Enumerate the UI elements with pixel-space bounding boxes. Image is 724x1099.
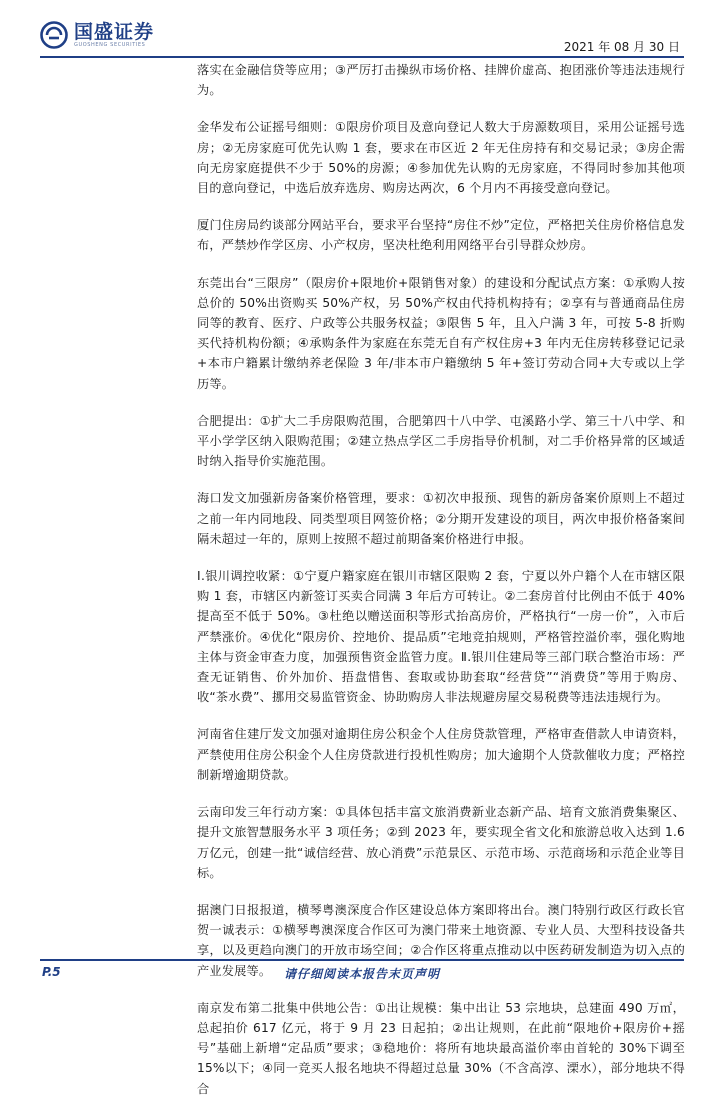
paragraph-henan: 河南省住建厅发文加强对逾期住房公积金个人住房贷款管理，严格审查借款人申请资料，严禁使用住房公积金个人住房贷款进行投机性购房；加大逾期个人贷款催收力度；严格控制新增逾期贷款。 bbox=[197, 727, 685, 782]
paragraph-hengqin: 据澳门日报报道，横琴粤澳深度合作区建设总体方案即将出台。澳门特别行政区行政长官贺一诚表示：①横琴粤澳深度合作区可为澳门带来土地资源、专业人员、大型科技设备共享，以及更趋向澳门的开放市场空间；②合作区将重点推动以中医药研发制造为切入点的产业发展等。 bbox=[197, 902, 685, 978]
paragraph-xiamen: 厦门住房局约谈部分网站平台，要求平台坚持“房住不炒”定位，严格把关住房价格信息发布，严禁炒作学区房、小产权房，坚决杜绝利用网络平台引导群众炒房。 bbox=[197, 218, 685, 253]
guosheng-logo-icon bbox=[40, 21, 68, 49]
page-header bbox=[0, 0, 724, 60]
paragraph-dongguan: 东莞出台“三限房”（限房价+限地价+限销售对象）的建设和分配试点方案：①承购人按总价的 50%出资购买 50%产权，另 50%产权由代持机构持有；②享有与普通商品住房同等的教育、医疗、户政等公共服务权益；③限售 5 年，且入户满 3 年，可按 5-8 折购买代持机构份额；④承购条件为家庭在东莞无自有产权住房+3 年内无住房转移登记记录+本市户籍累计缴纳养老保险 3 年/非本市户籍缴纳 5 年+签订劳动合同+大专或以上学历等。 bbox=[197, 275, 685, 391]
page-number: P.5 bbox=[42, 965, 61, 979]
logo-english-name: GUOSHENG SECURITIES bbox=[74, 42, 146, 48]
footer-disclaimer: 请仔细阅读本报告末页声明 bbox=[283, 967, 440, 981]
report-date: 2021 年 08 月 30 日 bbox=[563, 40, 680, 54]
header-divider bbox=[40, 56, 684, 58]
paragraph-jinhua: 金华发布公证摇号细则：①限房价项目及意向登记人数大于房源数项目，采用公证摇号选房；②无房家庭可优先认购 1 套，要求在市区近 2 年无住房持有和交易记录；③房企需向无房家庭提供不少于 50%的房源；④参加优先认购的无房家庭，不得同时参加其他项目的意向登记，中选后放弃选房、购房达两次，6 个月内不再接受意向登记。 bbox=[197, 120, 685, 196]
footer-divider bbox=[40, 959, 684, 961]
logo-chinese-name: 国盛证券 bbox=[74, 21, 155, 43]
paragraph-nanjing: 南京发布第二批集中供地公告：①出让规模：集中出让 53 宗地块，总建面 490 万㎡，总起拍价 617 亿元，将于 9 月 23 日起拍；②出让规则，在此前“限地价+限房价+摇号”基础上新增“定品质”要求；③稳地价：将所有地块最高溢价率由首轮的 30%下调至 15%以下；④同一竞买人报名地块不得超过总量 30%（不含高淳、溧水），部分地块不得合 bbox=[197, 1000, 685, 1096]
paragraph-yinchuan: Ⅰ.银川调控收紧：①宁夏户籍家庭在银川市辖区限购 2 套，宁夏以外户籍个人在市辖区限购 1 套，市辖区内新签订买卖合同满 3 年后方可转让。②二套房首付比例由不低于 40%提高至不低于 50%。③杜绝以赠送面积等形式抬高房价，严格执行“一房一价”，入市后严禁涨价。④优化“限房价、控地价、提品质”宅地竞拍规则，严格管控溢价率，强化购地主体与资金审查力度，加强预售资金监管力度。Ⅱ.银川住建局等三部门联合整治市场：严查无证销售、价外加价、捂盘惜售、套取或协助套取“经营贷”“消费贷”等用于购房、收“茶水费”、挪用交易监管资金、协助购房人非法规避房屋交易税费等违法违规行为。 bbox=[197, 569, 685, 705]
paragraph-yunnan: 云南印发三年行动方案：①具体包括丰富文旅消费新业态新产品、培育文旅消费集聚区、提升文旅智慧服务水平 3 项任务；②到 2023 年，要实现全省文化和旅游总收入达到 1.6 万亿元，创建一批“诚信经营、放心消费”示范景区、示范市场、示范商场和示范企业等目标。 bbox=[197, 805, 685, 880]
paragraph-haikou: 海口发文加强新房备案价格管理，要求：①初次申报预、现售的新房备案价原则上不超过之前一年内同地段、同类型项目网签价格；②分期开发建设的项目，两次申报价格备案间隔未超过一年的，原则上按照不超过前期备案价格进行申报。 bbox=[197, 491, 685, 546]
paragraph-continued-pricing: 落实在金融信贷等应用；③严厉打击操纵市场价格、挂牌价虚高、抱团涨价等违法违规行为。 bbox=[197, 63, 685, 98]
company-logo bbox=[40, 20, 154, 50]
paragraph-hefei: 合肥提出：①扩大二手房限购范围，合肥第四十八中学、屯溪路小学、第三十八中学、和平小学学区纳入限购范围；②建立热点学区二手房指导价机制，对二手价格异常的区域适时纳入指导价实施范围。 bbox=[197, 413, 685, 469]
